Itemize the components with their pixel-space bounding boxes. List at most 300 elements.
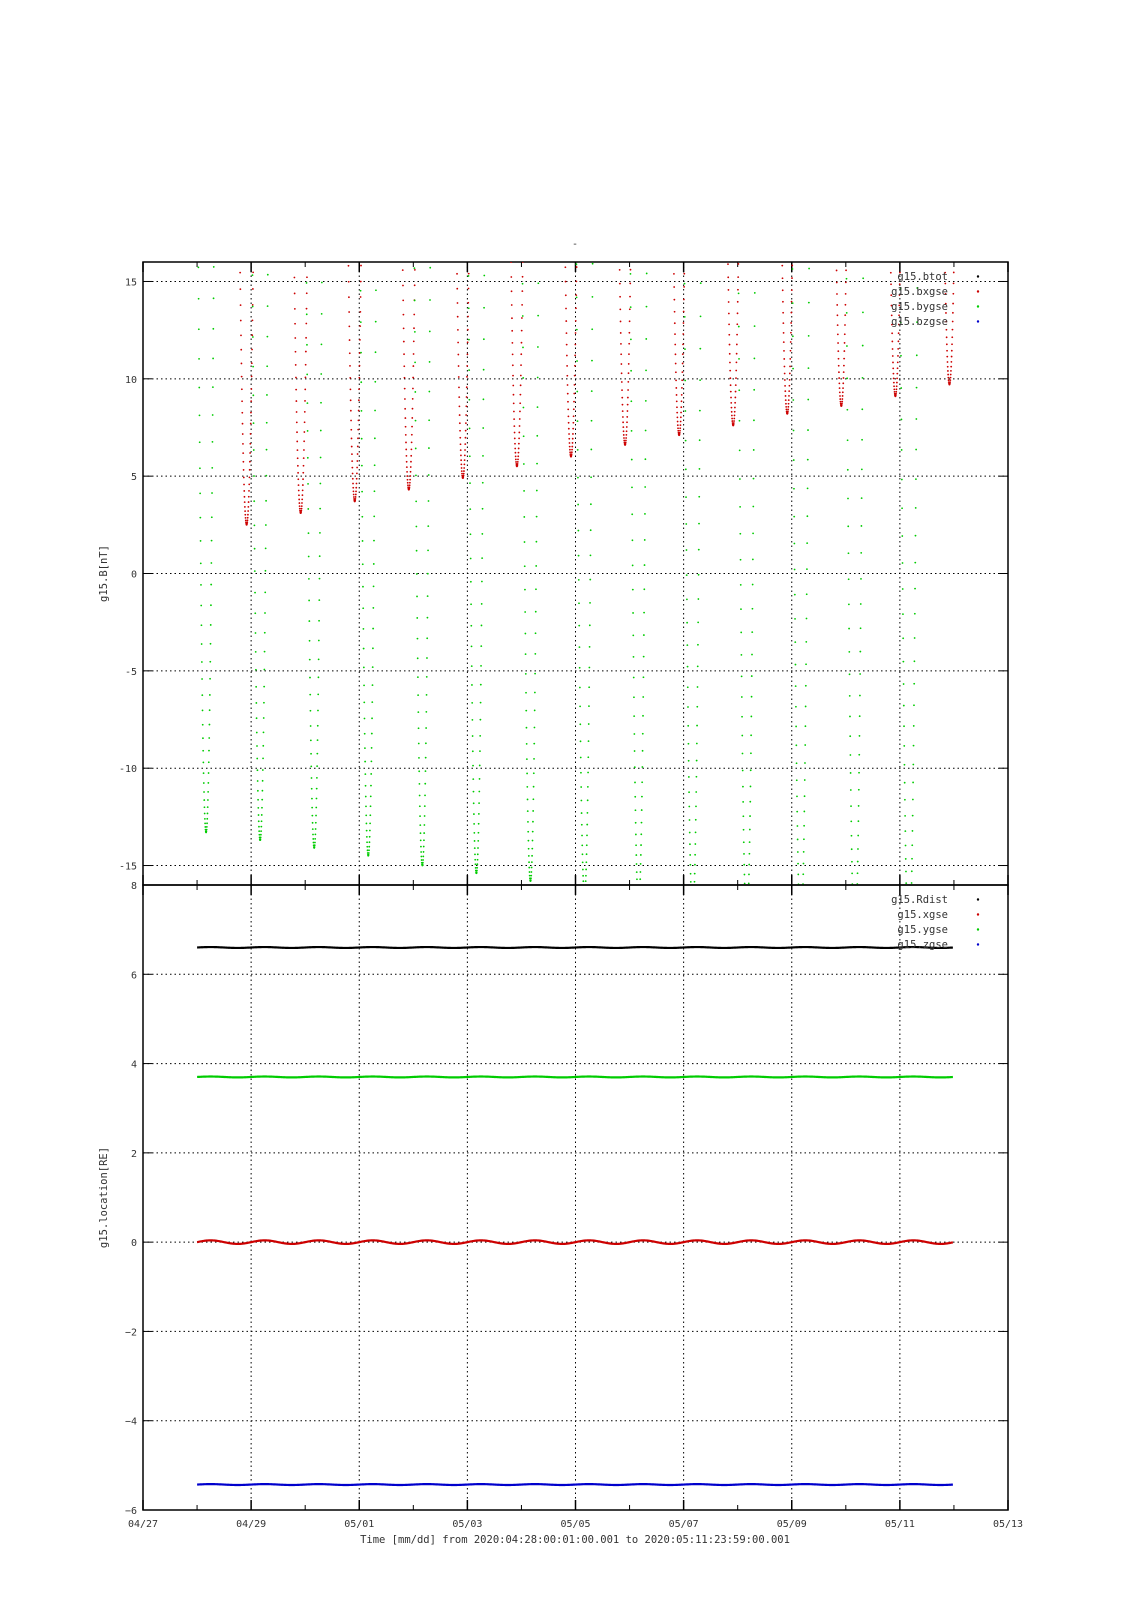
data-point bbox=[365, 785, 367, 787]
data-point bbox=[210, 643, 212, 645]
data-point bbox=[684, 380, 686, 382]
data-point bbox=[362, 540, 364, 542]
data-point bbox=[629, 296, 631, 298]
data-point bbox=[858, 789, 860, 791]
data-point bbox=[574, 375, 576, 377]
data-point bbox=[837, 324, 839, 326]
data-point bbox=[694, 843, 696, 845]
data-point bbox=[807, 429, 809, 431]
data-point bbox=[372, 684, 374, 686]
data-point bbox=[744, 874, 746, 876]
data-point bbox=[628, 343, 630, 345]
data-point bbox=[419, 815, 421, 817]
data-point bbox=[699, 379, 701, 381]
data-point bbox=[750, 786, 752, 788]
data-point bbox=[355, 490, 357, 492]
data-point bbox=[263, 702, 265, 704]
data-point bbox=[619, 269, 621, 271]
data-point bbox=[858, 772, 860, 774]
data-point bbox=[587, 756, 589, 758]
data-point bbox=[404, 377, 406, 379]
data-point bbox=[258, 826, 260, 828]
data-point bbox=[748, 864, 750, 866]
data-point bbox=[574, 344, 576, 346]
data-point bbox=[416, 596, 418, 598]
data-point bbox=[797, 839, 799, 841]
data-point bbox=[356, 460, 358, 462]
data-point bbox=[212, 441, 214, 443]
data-point bbox=[249, 443, 251, 445]
data-point bbox=[426, 694, 428, 696]
data-point bbox=[481, 533, 483, 535]
data-point bbox=[752, 532, 754, 534]
data-point bbox=[911, 882, 913, 884]
data-point bbox=[568, 422, 570, 424]
data-point bbox=[514, 438, 516, 440]
data-point bbox=[697, 686, 699, 688]
data-point bbox=[796, 762, 798, 764]
data-point bbox=[734, 407, 736, 409]
data-point bbox=[369, 836, 371, 838]
data-point bbox=[621, 372, 623, 374]
data-point bbox=[375, 351, 377, 353]
data-point bbox=[699, 410, 701, 412]
data-point bbox=[465, 437, 467, 439]
data-point bbox=[460, 443, 462, 445]
data-point bbox=[252, 274, 254, 276]
data-point bbox=[201, 694, 203, 696]
data-point bbox=[898, 340, 900, 342]
data-point bbox=[250, 400, 252, 402]
data-point bbox=[479, 719, 481, 721]
data-point bbox=[792, 368, 794, 370]
data-point bbox=[682, 343, 684, 345]
data-point bbox=[839, 387, 841, 389]
data-point bbox=[315, 807, 317, 809]
data-point bbox=[862, 277, 864, 279]
data-point bbox=[360, 290, 362, 292]
data-point bbox=[836, 270, 838, 272]
data-point bbox=[512, 385, 514, 387]
data-point bbox=[578, 555, 580, 557]
data-point bbox=[952, 321, 954, 323]
data-point bbox=[843, 350, 845, 352]
x-tick-label: 04/27 bbox=[127, 1519, 159, 1530]
data-point bbox=[564, 266, 566, 268]
data-point bbox=[252, 319, 254, 321]
data-point bbox=[847, 469, 849, 471]
data-point bbox=[254, 570, 256, 572]
data-point bbox=[628, 363, 630, 365]
data-point bbox=[859, 651, 861, 653]
data-point bbox=[735, 370, 737, 372]
data-point bbox=[857, 848, 859, 850]
data-point bbox=[585, 875, 587, 877]
y-axis-label: g15.B[nT] bbox=[98, 545, 110, 602]
data-point bbox=[363, 684, 365, 686]
data-point bbox=[404, 398, 406, 400]
data-point bbox=[366, 841, 368, 843]
data-point bbox=[752, 584, 754, 586]
data-point bbox=[783, 358, 785, 360]
data-point bbox=[365, 796, 367, 798]
data-point bbox=[841, 398, 843, 400]
data-point bbox=[534, 673, 536, 675]
data-point bbox=[368, 846, 370, 848]
data-point bbox=[837, 314, 839, 316]
data-point bbox=[684, 348, 686, 350]
data-point bbox=[405, 426, 407, 428]
data-point bbox=[683, 299, 685, 301]
data-point bbox=[730, 391, 732, 393]
data-point bbox=[806, 618, 808, 620]
data-point bbox=[525, 710, 527, 712]
data-point bbox=[420, 846, 422, 848]
data-point bbox=[463, 473, 465, 475]
data-point bbox=[412, 408, 414, 410]
data-point bbox=[526, 743, 528, 745]
data-point bbox=[575, 307, 577, 309]
data-point bbox=[370, 785, 372, 787]
data-point bbox=[847, 525, 849, 527]
data-point bbox=[633, 733, 635, 735]
data-point bbox=[735, 391, 737, 393]
data-point bbox=[744, 883, 746, 885]
data-point bbox=[782, 301, 784, 303]
data-point bbox=[479, 750, 481, 752]
legend-marker bbox=[977, 320, 979, 322]
data-point bbox=[690, 881, 692, 883]
data-point bbox=[518, 443, 520, 445]
data-point bbox=[684, 410, 686, 412]
data-point bbox=[789, 379, 791, 381]
data-point bbox=[428, 391, 430, 393]
data-point bbox=[575, 332, 577, 334]
legend-marker bbox=[977, 305, 979, 307]
data-point bbox=[524, 633, 526, 635]
data-point bbox=[742, 753, 744, 755]
data-point bbox=[683, 286, 685, 288]
data-point bbox=[674, 311, 676, 313]
data-point bbox=[403, 353, 405, 355]
legend-label: g15.bxgse bbox=[891, 286, 948, 298]
data-point bbox=[680, 412, 682, 414]
data-point bbox=[807, 399, 809, 401]
data-point bbox=[622, 404, 624, 406]
data-point bbox=[248, 484, 250, 486]
data-point bbox=[589, 602, 591, 604]
data-point bbox=[905, 871, 907, 873]
data-point bbox=[641, 781, 643, 783]
data-point bbox=[473, 791, 475, 793]
data-point bbox=[646, 273, 648, 275]
data-point bbox=[733, 422, 735, 424]
data-point bbox=[348, 265, 350, 267]
data-point bbox=[199, 414, 201, 416]
data-point bbox=[301, 498, 303, 500]
data-point bbox=[366, 823, 368, 825]
data-point bbox=[252, 394, 254, 396]
data-point bbox=[630, 338, 632, 340]
data-point bbox=[262, 745, 264, 747]
data-point bbox=[789, 358, 791, 360]
data-point bbox=[679, 427, 681, 429]
data-point bbox=[201, 643, 203, 645]
data-point bbox=[428, 474, 430, 476]
data-point bbox=[687, 706, 689, 708]
data-point bbox=[414, 267, 416, 269]
data-point bbox=[311, 815, 313, 817]
data-point bbox=[804, 779, 806, 781]
data-point bbox=[425, 711, 427, 713]
data-point bbox=[362, 586, 364, 588]
data-point bbox=[468, 399, 470, 401]
data-point bbox=[902, 588, 904, 590]
data-point bbox=[371, 747, 373, 749]
data-point bbox=[620, 353, 622, 355]
data-point bbox=[200, 540, 202, 542]
data-point bbox=[404, 388, 406, 390]
data-point bbox=[423, 851, 425, 853]
data-point bbox=[254, 612, 256, 614]
data-point bbox=[312, 828, 314, 830]
series-g15-bxgse bbox=[239, 257, 954, 526]
data-point bbox=[574, 355, 576, 357]
data-point bbox=[483, 275, 485, 277]
data-point bbox=[537, 315, 539, 317]
data-point bbox=[252, 272, 254, 274]
data-point bbox=[428, 419, 430, 421]
data-point bbox=[783, 341, 785, 343]
data-point bbox=[474, 859, 476, 861]
data-point bbox=[253, 500, 255, 502]
data-point bbox=[891, 332, 893, 334]
data-point bbox=[244, 510, 246, 512]
x-tick-label: 04/29 bbox=[236, 1519, 267, 1530]
data-point bbox=[629, 320, 631, 322]
data-point bbox=[640, 863, 642, 865]
data-point bbox=[410, 461, 412, 463]
data-point bbox=[681, 379, 683, 381]
data-point bbox=[803, 863, 805, 865]
data-point bbox=[535, 611, 537, 613]
data-point bbox=[365, 806, 367, 808]
data-point bbox=[407, 482, 409, 484]
data-point bbox=[481, 625, 483, 627]
data-point bbox=[700, 282, 702, 284]
data-point bbox=[850, 789, 852, 791]
data-point bbox=[952, 312, 954, 314]
data-point bbox=[248, 501, 250, 503]
data-point bbox=[729, 362, 731, 364]
data-point bbox=[457, 302, 459, 304]
data-point bbox=[587, 786, 589, 788]
data-point bbox=[627, 410, 629, 412]
data-point bbox=[731, 407, 733, 409]
data-point bbox=[248, 490, 250, 492]
data-point bbox=[838, 377, 840, 379]
data-point bbox=[783, 350, 785, 352]
data-point bbox=[582, 875, 584, 877]
data-point bbox=[244, 506, 246, 508]
data-point bbox=[520, 364, 522, 366]
data-point bbox=[804, 795, 806, 797]
data-point bbox=[895, 391, 897, 393]
data-point bbox=[406, 466, 408, 468]
data-point bbox=[528, 840, 530, 842]
data-point bbox=[901, 419, 903, 421]
data-point bbox=[311, 788, 313, 790]
data-point bbox=[645, 338, 647, 340]
data-point bbox=[202, 737, 204, 739]
data-point bbox=[481, 581, 483, 583]
data-point bbox=[896, 382, 898, 384]
data-point bbox=[420, 851, 422, 853]
data-point bbox=[915, 449, 917, 451]
data-point bbox=[806, 542, 808, 544]
data-point bbox=[417, 638, 419, 640]
data-point bbox=[530, 879, 532, 881]
data-point bbox=[683, 322, 685, 324]
data-point bbox=[460, 459, 462, 461]
data-point bbox=[836, 293, 838, 295]
data-point bbox=[803, 811, 805, 813]
data-point bbox=[753, 478, 755, 480]
data-point bbox=[349, 352, 351, 354]
data-point bbox=[674, 322, 676, 324]
data-point bbox=[589, 624, 591, 626]
data-point bbox=[679, 432, 681, 434]
data-point bbox=[360, 381, 362, 383]
data-point bbox=[790, 350, 792, 352]
data-point bbox=[364, 733, 366, 735]
data-point bbox=[673, 299, 675, 301]
data-point bbox=[534, 653, 536, 655]
data-point bbox=[305, 337, 307, 339]
data-point bbox=[565, 294, 567, 296]
data-point bbox=[847, 439, 849, 441]
data-point bbox=[362, 563, 364, 565]
data-point bbox=[784, 379, 786, 381]
data-point bbox=[316, 765, 318, 767]
data-point bbox=[374, 381, 376, 383]
data-point bbox=[429, 299, 431, 301]
data-point bbox=[428, 447, 430, 449]
data-point bbox=[295, 364, 297, 366]
data-point bbox=[524, 565, 526, 567]
data-point bbox=[413, 340, 415, 342]
data-point bbox=[409, 484, 411, 486]
data-point bbox=[417, 657, 419, 659]
data-point bbox=[689, 854, 691, 856]
data-point bbox=[363, 648, 365, 650]
data-point bbox=[902, 613, 904, 615]
data-point bbox=[517, 458, 519, 460]
data-point bbox=[318, 658, 320, 660]
data-point bbox=[861, 469, 863, 471]
data-point bbox=[742, 786, 744, 788]
data-point bbox=[468, 275, 470, 277]
data-point bbox=[310, 739, 312, 741]
data-point bbox=[845, 269, 847, 271]
data-point bbox=[468, 257, 470, 259]
data-point bbox=[589, 579, 591, 581]
data-point bbox=[371, 761, 373, 763]
data-point bbox=[900, 387, 902, 389]
data-point bbox=[254, 548, 256, 550]
data-point bbox=[418, 743, 420, 745]
data-point bbox=[680, 424, 682, 426]
data-point bbox=[796, 779, 798, 781]
data-point bbox=[731, 420, 733, 422]
data-point bbox=[243, 490, 245, 492]
data-point bbox=[302, 478, 304, 480]
data-point bbox=[915, 418, 917, 420]
data-point bbox=[785, 408, 787, 410]
data-point bbox=[303, 465, 305, 467]
series-g15-ygse bbox=[197, 1077, 953, 1078]
data-point bbox=[684, 283, 686, 285]
data-point bbox=[208, 772, 210, 774]
data-point bbox=[321, 282, 323, 284]
data-point bbox=[738, 389, 740, 391]
data-point bbox=[316, 798, 318, 800]
data-point bbox=[586, 834, 588, 836]
data-point bbox=[728, 289, 730, 291]
data-point bbox=[628, 372, 630, 374]
data-point bbox=[201, 624, 203, 626]
data-point bbox=[472, 778, 474, 780]
data-point bbox=[298, 502, 300, 504]
data-point bbox=[629, 308, 631, 310]
data-point bbox=[632, 612, 634, 614]
data-point bbox=[685, 523, 687, 525]
data-point bbox=[860, 603, 862, 605]
data-point bbox=[348, 311, 350, 313]
data-point bbox=[364, 718, 366, 720]
data-point bbox=[473, 832, 475, 834]
data-point bbox=[947, 361, 949, 363]
data-point bbox=[423, 832, 425, 834]
data-point bbox=[306, 313, 308, 315]
data-point bbox=[307, 430, 309, 432]
data-point bbox=[518, 437, 520, 439]
data-point bbox=[591, 420, 593, 422]
data-point bbox=[242, 443, 244, 445]
data-point bbox=[632, 565, 634, 567]
data-point bbox=[794, 569, 796, 571]
data-point bbox=[698, 496, 700, 498]
data-point bbox=[255, 686, 257, 688]
data-point bbox=[255, 702, 257, 704]
data-point bbox=[261, 814, 263, 816]
data-point bbox=[896, 377, 898, 379]
data-point bbox=[749, 829, 751, 831]
data-point bbox=[262, 790, 264, 792]
data-point bbox=[409, 479, 411, 481]
data-point bbox=[361, 516, 363, 518]
data-point bbox=[469, 455, 471, 457]
data-point bbox=[351, 467, 353, 469]
data-point bbox=[682, 363, 684, 365]
data-point bbox=[851, 848, 853, 850]
data-point bbox=[300, 510, 302, 512]
data-point bbox=[952, 293, 954, 295]
data-point bbox=[534, 710, 536, 712]
data-point bbox=[320, 373, 322, 375]
data-point bbox=[356, 483, 358, 485]
data-point bbox=[835, 257, 837, 259]
